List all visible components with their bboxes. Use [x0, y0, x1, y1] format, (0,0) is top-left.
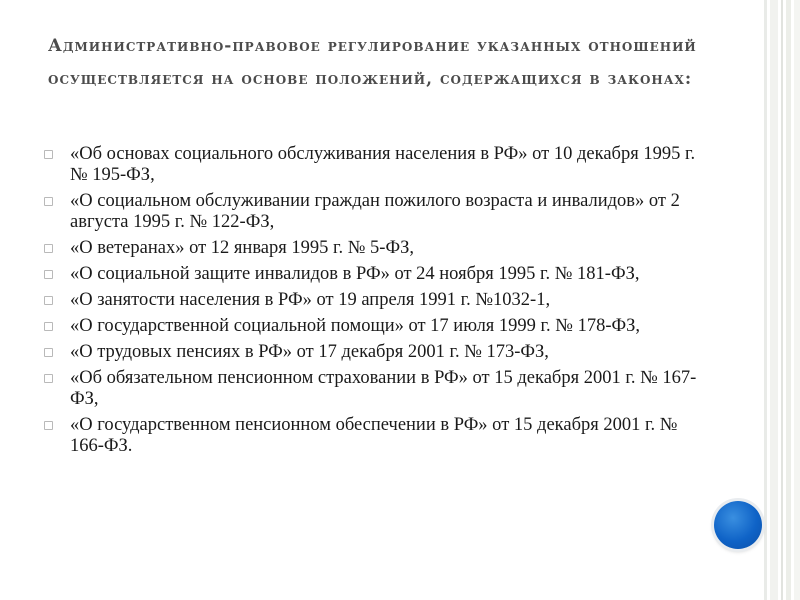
square-bullet-icon — [44, 348, 53, 357]
list-item-text: «О ветеранах» от 12 января 1995 г. № 5-ФЗ, — [70, 238, 414, 258]
decorative-stripe — [781, 0, 783, 600]
nav-circle-button[interactable] — [714, 501, 762, 549]
decorative-stripe — [794, 0, 800, 600]
square-bullet-icon — [44, 374, 53, 383]
list-item — [44, 368, 704, 410]
list-item — [44, 191, 704, 233]
square-bullet-icon — [44, 421, 53, 430]
square-bullet-icon — [44, 197, 53, 206]
slide-title: Административно-правовое регулирование указанных отношений осуществляется на основе положений, содержащихся в законах: — [48, 36, 697, 89]
list-item — [44, 316, 704, 337]
list-item — [44, 415, 704, 457]
decorative-stripe — [770, 0, 778, 600]
list-item-text: «О занятости населения в РФ» от 19 апреля 1991 г. №1032-1, — [70, 290, 551, 310]
law-list — [44, 144, 704, 462]
decorative-stripe — [786, 0, 791, 600]
list-item-text: «Об основах социального обслуживания населения в РФ» от 10 декабря 1995 г. № 195-ФЗ, — [70, 144, 696, 185]
list-item — [44, 144, 704, 186]
list-item — [44, 290, 704, 311]
square-bullet-icon — [44, 244, 53, 253]
list-item — [44, 342, 704, 363]
square-bullet-icon — [44, 322, 53, 331]
list-item-text: «О трудовых пенсиях в РФ» от 17 декабря 2001 г. № 173-ФЗ, — [70, 342, 549, 362]
square-bullet-icon — [44, 270, 53, 279]
square-bullet-icon — [44, 150, 53, 159]
list-item-text: «Об обязательном пенсионном страховании в РФ» от 15 декабря 2001 г. № 167-ФЗ, — [70, 368, 697, 409]
square-bullet-icon — [44, 296, 53, 305]
list-item-text: «О государственной социальной помощи» от 17 июля 1999 г. № 178-ФЗ, — [70, 316, 641, 336]
list-item-text: «О социальной защите инвалидов в РФ» от 24 ноября 1995 г. № 181-ФЗ, — [70, 264, 640, 284]
decorative-stripe — [764, 0, 767, 600]
list-item-text: «О государственном пенсионном обеспечении в РФ» от 15 декабря 2001 г. № 166-ФЗ. — [70, 415, 678, 456]
list-item-text: «О социальном обслуживании граждан пожилого возраста и инвалидов» от 2 августа 1995 г. № 122-ФЗ, — [70, 191, 680, 232]
list-item — [44, 238, 704, 259]
list-item — [44, 264, 704, 285]
